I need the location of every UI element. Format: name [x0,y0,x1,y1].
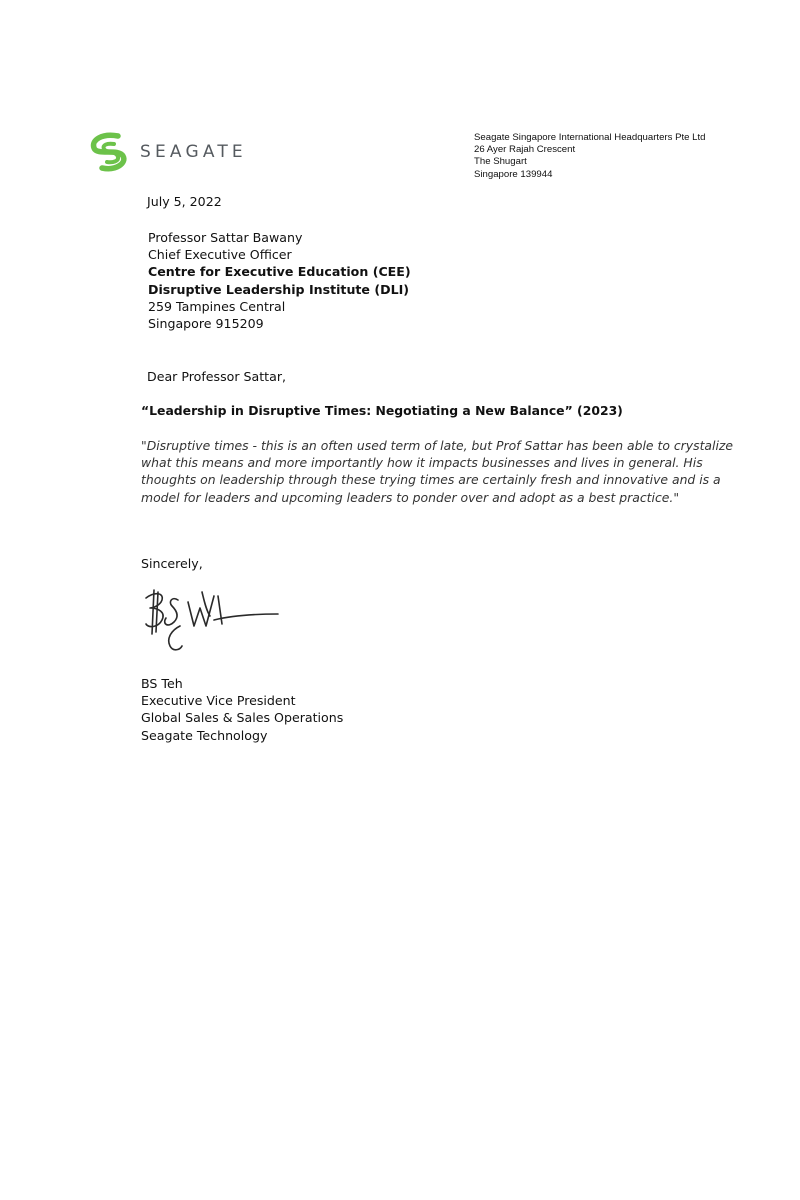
logo-wordmark: SEAGATE [140,142,247,162]
signer-department: Global Sales & Sales Operations [141,710,344,726]
salutation: Dear Professor Sattar, [147,369,286,384]
letter-date: July 5, 2022 [147,194,222,209]
quote-line: model for leaders and upcoming leaders to ponder over and adopt as a best practice." [141,489,680,505]
closing: Sincerely, [141,556,203,571]
recipient-title: Chief Executive Officer [148,247,292,263]
recipient-org: Disruptive Leadership Institute (DLI) [148,281,410,297]
quote-line: "Disruptive times - this is an often used term of late, but Prof Sattar has been able to crystalize [141,438,734,453]
recipient-org: Centre for Executive Education (CEE) [148,264,411,280]
seagate-logo [88,130,247,174]
address-line: The Shugart [474,156,527,168]
address-line: 26 Ayer Rajah Crescent [474,144,576,156]
recipient-block [148,229,411,332]
seagate-swirl-icon [88,130,134,174]
testimonial-quote [141,437,734,506]
address-line: Singapore 139944 [474,168,553,180]
recipient-city: Singapore 915209 [148,316,264,332]
signer-name: BS Teh [141,676,183,691]
quote-line: what this means and more importantly how it impacts businesses and lives in general. His [141,455,703,471]
signer-title: Executive Vice President [141,693,296,709]
recipient-street: 259 Tampines Central [148,298,286,314]
signer-block [141,675,343,744]
company-address [474,132,705,181]
signer-company: Seagate Technology [141,727,268,743]
quote-line: thoughts on leadership through these trying times are certainly fresh and innovative and is a [141,472,721,488]
recipient-name: Professor Sattar Bawany [148,230,303,245]
handwritten-signature [140,586,285,664]
address-line: Seagate Singapore International Headquarters Pte Ltd [474,132,706,143]
subject-line: “Leadership in Disruptive Times: Negotiating a New Balance” (2023) [141,403,623,418]
